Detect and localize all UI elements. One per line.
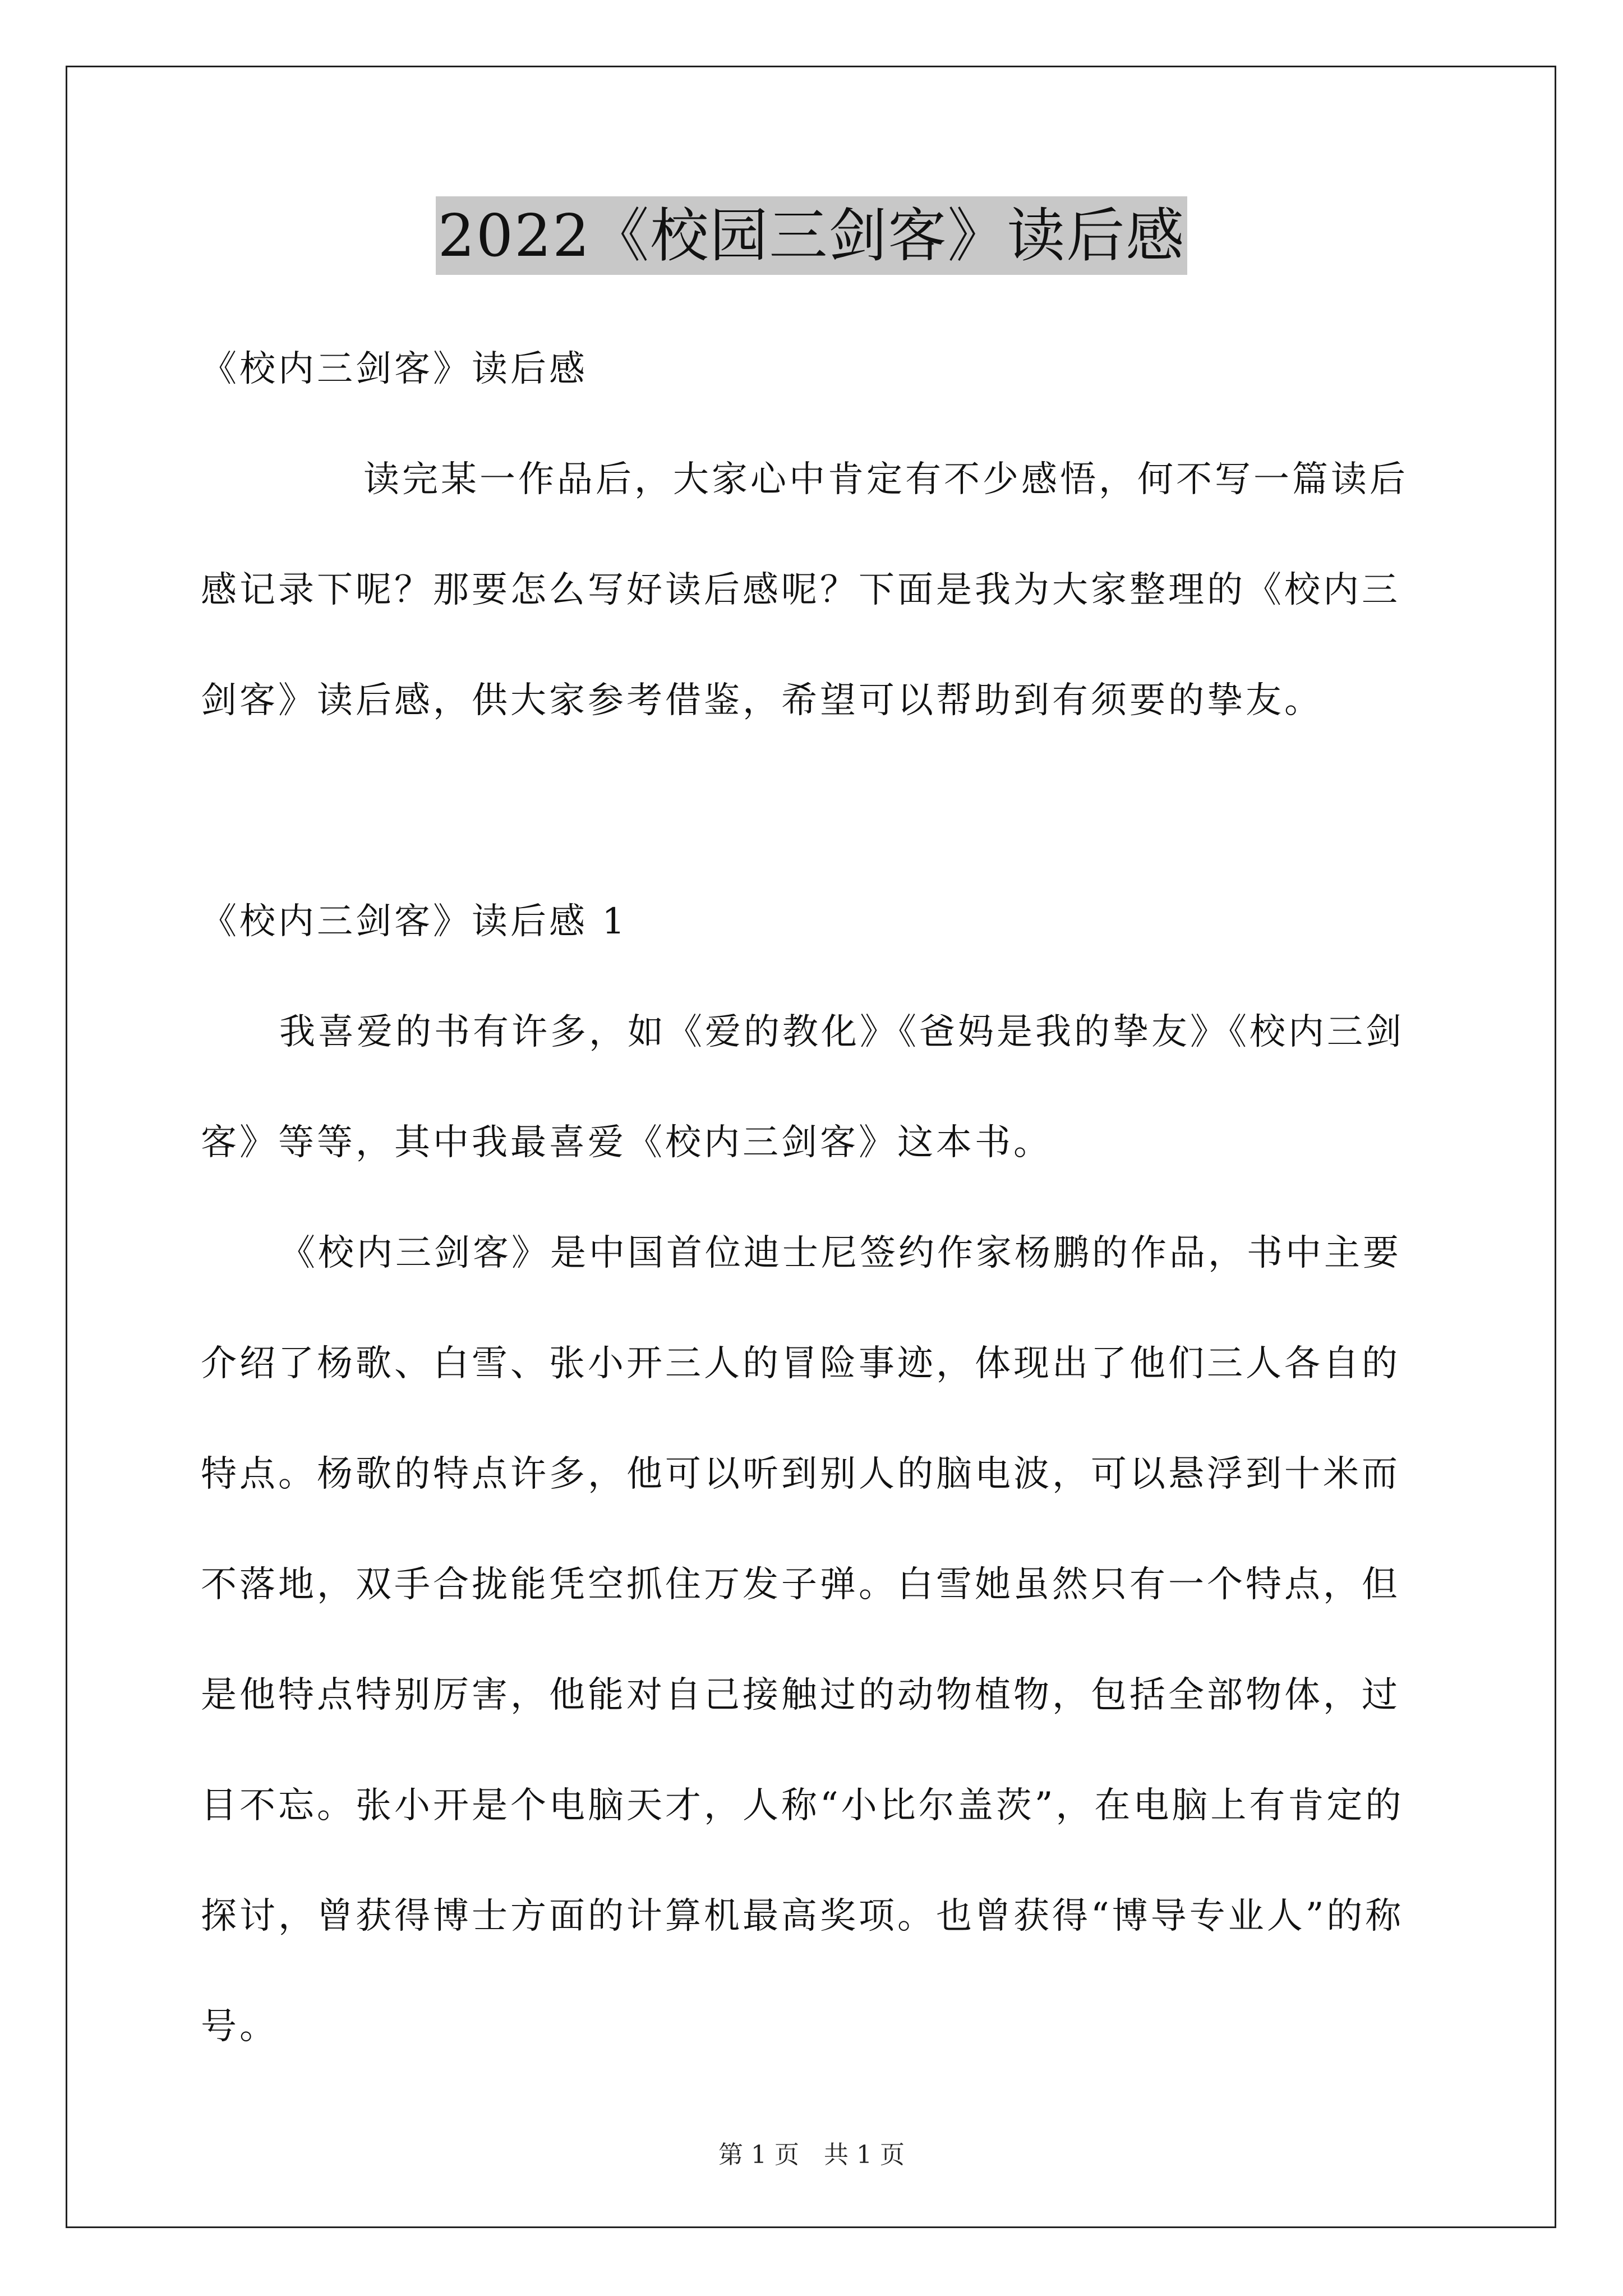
section-heading: 《校内三剑客》读后感 1 <box>201 901 628 942</box>
title-container <box>0 196 1623 275</box>
document-title: 2022《校园三剑客》读后感 <box>436 196 1188 275</box>
intro-paragraph: 读完某一作品后，大家心中肯定有不少感悟，何不写一篇读后感记录下呢？那要怎么写好读后感呢？下面是我为大家整理的《校内三剑客》读后感，供大家参考借鉴，希望可以帮助到有须要的挚友。 <box>201 459 1408 721</box>
document-body <box>201 314 1435 2082</box>
subtitle: 《校内三剑客》读后感 <box>201 348 588 390</box>
paragraph-gap <box>201 756 1435 867</box>
paragraph-1: 我喜爱的书有许多，如《爱的教化》《爸妈是我的挚友》《校内三剑客》等等，其中我最喜爱《校内三剑客》这本书。 <box>201 1011 1404 1163</box>
paragraph-2: 《校内三剑客》是中国首位迪士尼签约作家杨鹏的作品，书中主要介绍了杨歌、白雪、张小开三人的冒险事迹，体现出了他们三人各自的特点。杨歌的特点许多，他可以听到别人的脑电波，可以悬浮到十米而不落地，双手合拢能凭空抓住万发子弹。白雪她虽然只有一个特点，但是他特点特别厉害，他能对自己接触过的动物植物，包括全部物体，过目不忘。张小开是个电脑天才，人称“小比尔盖茨”，在电脑上有肯定的探讨，曾获得博士方面的计算机最高奖项。也曾获得“博导专业人”的称号。 <box>201 1232 1404 2047</box>
page-footer: 第 1 页 共 1 页 <box>718 2141 905 2169</box>
